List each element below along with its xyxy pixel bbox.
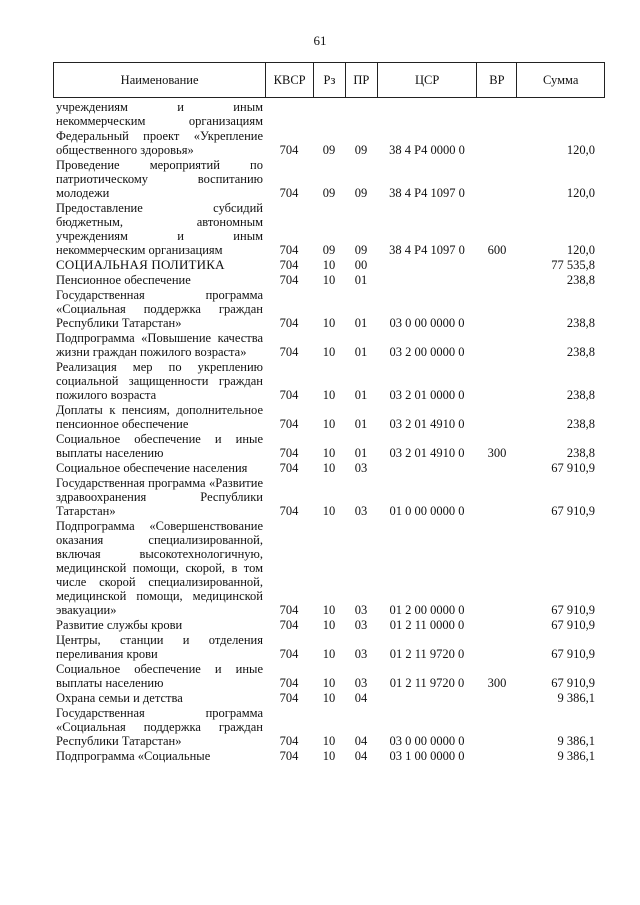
table-row xyxy=(53,476,605,518)
cell-name: СОЦИАЛЬНАЯ ПОЛИТИКА xyxy=(56,257,225,272)
page-number: 61 xyxy=(313,33,327,48)
cell-csr: 03 0 00 0000 0 xyxy=(389,316,465,330)
cell-kvsr: 704 xyxy=(279,388,299,402)
column-header-name: Наименование xyxy=(120,72,199,87)
column-header-pr: ПР xyxy=(345,63,377,97)
cell-kvsr: 704 xyxy=(279,676,299,690)
table-row xyxy=(53,432,605,460)
cell-rz: 10 xyxy=(322,388,336,402)
cell-rz: 10 xyxy=(322,504,336,518)
cell-pr: 03 xyxy=(354,618,368,632)
cell-kvsr: 704 xyxy=(279,647,299,661)
cell-name: Доплаты к пенсиям, дополнительное пенсионное обеспечение xyxy=(56,403,263,431)
cell-sum: 67 910,9 xyxy=(551,618,595,632)
cell-name: Подпрограмма «Повышение качества жизни граждан пожилого возраста» xyxy=(56,331,263,359)
cell-rz: 09 xyxy=(322,243,336,257)
cell-pr: 03 xyxy=(354,603,368,617)
cell-csr: 03 2 00 0000 0 xyxy=(389,345,465,359)
cell-name: Предоставление субсидий бюджетным, автономным учреждениям и иным некоммерческим организациям xyxy=(56,201,263,257)
cell-pr: 01 xyxy=(354,316,368,330)
cell-pr: 09 xyxy=(354,243,368,257)
column-header-vr: ВР xyxy=(476,63,516,97)
cell-pr: 03 xyxy=(354,647,368,661)
cell-vr: 600 xyxy=(487,243,507,257)
table-row xyxy=(53,288,605,330)
cell-pr: 03 xyxy=(354,461,368,475)
cell-sum: 67 910,9 xyxy=(551,461,595,475)
cell-csr: 38 4 Р4 1097 0 xyxy=(389,186,465,200)
cell-csr: 03 2 01 4910 0 xyxy=(389,446,465,460)
cell-kvsr: 704 xyxy=(279,186,299,200)
cell-sum: 238,8 xyxy=(566,446,595,460)
cell-rz: 09 xyxy=(322,186,336,200)
cell-kvsr: 704 xyxy=(279,258,299,272)
table-row xyxy=(53,273,605,287)
table-row xyxy=(53,360,605,402)
cell-kvsr: 704 xyxy=(279,273,299,287)
cell-rz: 10 xyxy=(322,446,336,460)
table-row xyxy=(53,331,605,359)
cell-name: Государственная программа «Социальная поддержка граждан Республики Татарстан» xyxy=(56,706,263,748)
cell-name: Социальное обеспечение и иные выплаты населению xyxy=(56,662,263,690)
cell-sum: 120,0 xyxy=(566,186,595,200)
cell-csr: 01 2 11 0000 0 xyxy=(389,618,465,632)
cell-kvsr: 704 xyxy=(279,749,299,763)
table-row xyxy=(53,100,605,128)
table-row xyxy=(53,258,605,272)
cell-kvsr: 704 xyxy=(279,618,299,632)
cell-pr: 03 xyxy=(354,504,368,518)
cell-name: Развитие службы крови xyxy=(56,618,183,632)
table-row xyxy=(53,662,605,690)
cell-csr: 38 4 Р4 1097 0 xyxy=(389,243,465,257)
cell-rz: 10 xyxy=(322,734,336,748)
cell-sum: 238,8 xyxy=(566,316,595,330)
cell-sum: 67 910,9 xyxy=(551,504,595,518)
cell-pr: 09 xyxy=(354,186,368,200)
cell-rz: 10 xyxy=(322,647,336,661)
cell-name: Федеральный проект «Укрепление общественного здоровья» xyxy=(56,129,263,157)
column-header-csr: ЦСР xyxy=(377,63,477,97)
cell-sum: 238,8 xyxy=(566,388,595,402)
cell-name: Охрана семьи и детства xyxy=(56,691,183,705)
table-row xyxy=(53,706,605,748)
cell-pr: 01 xyxy=(354,273,368,287)
table-row xyxy=(53,158,605,200)
cell-csr: 03 1 00 0000 0 xyxy=(389,749,465,763)
cell-csr: 03 2 01 0000 0 xyxy=(389,388,465,402)
table-row xyxy=(53,201,605,257)
cell-rz: 10 xyxy=(322,749,336,763)
cell-sum: 77 535,8 xyxy=(551,258,595,272)
cell-sum: 67 910,9 xyxy=(551,647,595,661)
cell-rz: 10 xyxy=(322,461,336,475)
cell-rz: 10 xyxy=(322,345,336,359)
cell-rz: 10 xyxy=(322,676,336,690)
cell-kvsr: 704 xyxy=(279,243,299,257)
cell-rz: 10 xyxy=(322,273,336,287)
cell-name: Реализация мер по укреплению социальной защищенности граждан пожилого возраста xyxy=(56,360,263,402)
cell-pr: 01 xyxy=(354,417,368,431)
cell-rz: 09 xyxy=(322,143,336,157)
cell-name: Подпрограмма «Совершенствование оказания специализированной, включая высокотехнологичную, медицинской помощи, скорой, в том числе скорой специализированной, медицинской помощи, медицинской эвакуации» xyxy=(56,519,263,617)
cell-pr: 04 xyxy=(354,734,368,748)
cell-kvsr: 704 xyxy=(279,345,299,359)
table-row xyxy=(53,461,605,475)
table-row xyxy=(53,618,605,632)
table-row xyxy=(53,633,605,661)
cell-pr: 03 xyxy=(354,676,368,690)
cell-kvsr: 704 xyxy=(279,446,299,460)
table-row xyxy=(53,749,605,763)
column-header-kvsr: КВСР xyxy=(265,63,313,97)
table-row xyxy=(53,129,605,157)
cell-kvsr: 704 xyxy=(279,504,299,518)
cell-sum: 9 386,1 xyxy=(557,749,595,763)
cell-sum: 238,8 xyxy=(566,417,595,431)
column-header-sum: Сумма xyxy=(516,63,604,97)
cell-sum: 9 386,1 xyxy=(557,734,595,748)
cell-name: Подпрограмма «Социальные xyxy=(56,749,211,763)
cell-csr: 01 0 00 0000 0 xyxy=(389,504,465,518)
cell-rz: 10 xyxy=(322,316,336,330)
cell-name: Центры, станции и отделения переливания крови xyxy=(56,633,263,661)
cell-vr: 300 xyxy=(487,676,507,690)
cell-sum: 9 386,1 xyxy=(557,691,595,705)
cell-sum: 120,0 xyxy=(566,243,595,257)
cell-rz: 10 xyxy=(322,258,336,272)
cell-csr: 38 4 Р4 0000 0 xyxy=(389,143,465,157)
cell-kvsr: 704 xyxy=(279,691,299,705)
cell-pr: 01 xyxy=(354,388,368,402)
cell-sum: 67 910,9 xyxy=(551,603,595,617)
cell-csr: 01 2 11 9720 0 xyxy=(389,647,465,661)
cell-sum: 67 910,9 xyxy=(551,676,595,690)
cell-pr: 00 xyxy=(354,258,368,272)
cell-name: Государственная программа «Развитие здравоохранения Республики Татарстан» xyxy=(56,476,263,518)
table-body xyxy=(53,100,605,764)
cell-rz: 10 xyxy=(322,691,336,705)
column-header-rz: Рз xyxy=(313,63,345,97)
cell-name: Социальное обеспечение и иные выплаты населению xyxy=(56,432,263,460)
cell-kvsr: 704 xyxy=(279,316,299,330)
cell-name: Проведение мероприятий по патриотическому воспитанию молодежи xyxy=(56,158,263,200)
table-row xyxy=(53,519,605,617)
cell-kvsr: 704 xyxy=(279,461,299,475)
cell-pr: 01 xyxy=(354,345,368,359)
cell-csr: 03 0 00 0000 0 xyxy=(389,734,465,748)
cell-rz: 10 xyxy=(322,603,336,617)
cell-pr: 04 xyxy=(354,749,368,763)
cell-pr: 09 xyxy=(354,143,368,157)
cell-kvsr: 704 xyxy=(279,417,299,431)
cell-csr: 01 2 11 9720 0 xyxy=(389,676,465,690)
cell-kvsr: 704 xyxy=(279,734,299,748)
cell-sum: 238,8 xyxy=(566,345,595,359)
cell-csr: 03 2 01 4910 0 xyxy=(389,417,465,431)
table-row xyxy=(53,691,605,705)
cell-name: Социальное обеспечение населения xyxy=(56,461,248,475)
cell-pr: 04 xyxy=(354,691,368,705)
cell-rz: 10 xyxy=(322,417,336,431)
cell-name: Государственная программа «Социальная поддержка граждан Республики Татарстан» xyxy=(56,288,263,330)
cell-kvsr: 704 xyxy=(279,603,299,617)
cell-rz: 10 xyxy=(322,618,336,632)
cell-vr: 300 xyxy=(487,446,507,460)
cell-csr: 01 2 00 0000 0 xyxy=(389,603,465,617)
table-row xyxy=(53,403,605,431)
cell-pr: 01 xyxy=(354,446,368,460)
cell-sum: 238,8 xyxy=(566,273,595,287)
cell-kvsr: 704 xyxy=(279,143,299,157)
cell-name: Пенсионное обеспечение xyxy=(56,273,191,287)
table-header xyxy=(53,62,605,98)
cell-sum: 120,0 xyxy=(566,143,595,157)
cell-name: учреждениям и иным некоммерческим организациям xyxy=(56,100,263,128)
